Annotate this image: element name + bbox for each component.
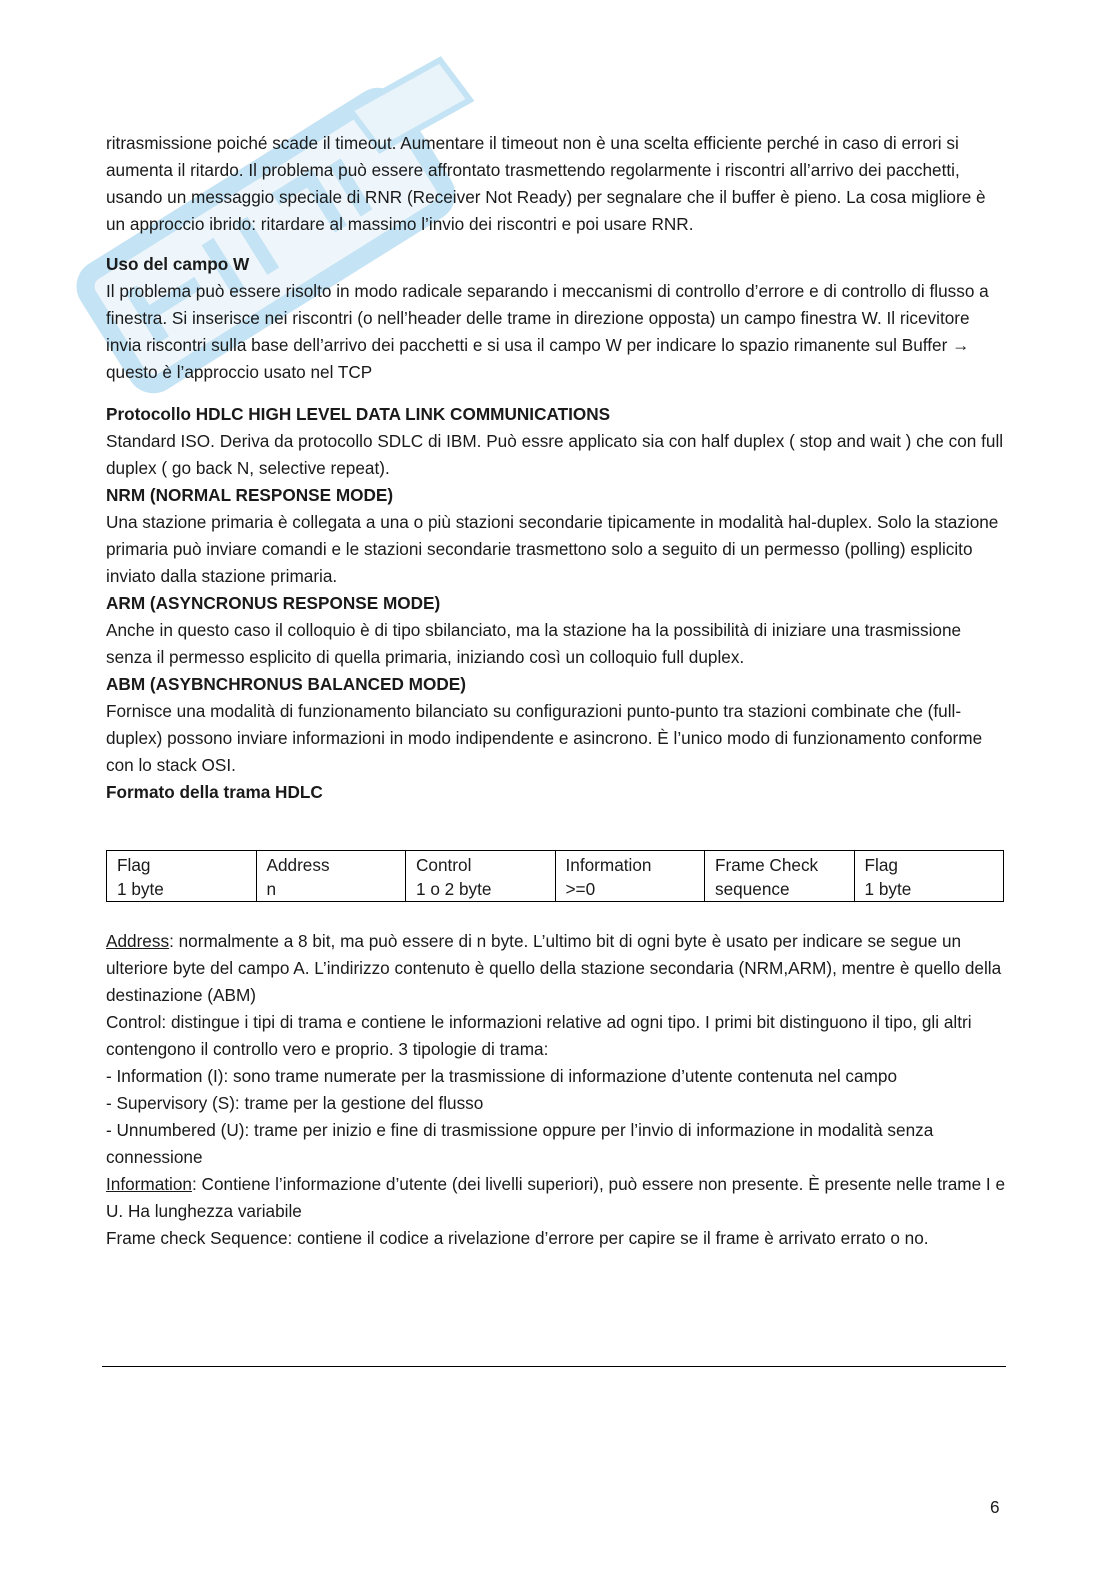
table-cell-flag-end <box>854 851 1004 902</box>
intro-paragraph: ritrasmissione poiché scade il timeout. Aumentare il timeout non è una scelta efficiente perché in caso di errori si aumenta il ritardo. Il problema può essere affrontato trasmettendo regolarmente i riscontri all’arrivo dei pacchetti, usando un messaggio speciale di RNR (Receiver Not Ready) per segnalare che il buffer è pieno. La cosa migliore è un approccio ibrido: ritardare al massimo l’invio dei riscontri e poi usare RNR. <box>106 133 986 234</box>
address-description <box>106 928 1006 1009</box>
footer-divider <box>102 1366 1006 1367</box>
address-text: : normalmente a 8 bit, ma può essere di n byte. L’ultimo bit di ogni byte è usato per indicare se segue un ulteriore byte del campo A. L’indirizzo contenuto è quello della stazione secondaria (NRM,ARM), mentre è quello della destinazione (ABM) <box>106 931 1002 1005</box>
field-name: Control <box>416 855 472 875</box>
document-body <box>106 130 1006 1252</box>
information-description <box>106 1171 1006 1225</box>
arrow-right-icon: → <box>952 335 970 355</box>
address-label: Address <box>106 931 170 951</box>
field-size: 1 o 2 byte <box>416 879 492 899</box>
field-name: Flag <box>864 855 898 875</box>
frame-type-supervisory: - Supervisory (S): trame per la gestione del flusso <box>106 1093 484 1113</box>
hdlc-body: Standard ISO. Deriva da protocollo SDLC di IBM. Può essre applicato sia con half duplex ( stop and wait ) che con full duplex ( go back N, selective repeat). <box>106 431 1004 478</box>
mode-heading-abm: ABM (ASYBNCHRONUS BALANCED MODE) <box>106 674 466 694</box>
field-size: 1 byte <box>864 879 912 899</box>
hdlc-heading: Protocollo HDLC HIGH LEVEL DATA LINK COMMUNICATIONS <box>106 404 611 424</box>
mode-body-nrm: Una stazione primaria è collegata a una o più stazioni secondarie tipicamente in modalità hal-duplex. Solo la stazione primaria può inviare comandi e le stazioni secondarie trasmettono solo a seguito di un permesso (polling) esplicito inviato dalla stazione primaria. <box>106 512 999 586</box>
table-cell-information <box>555 851 705 902</box>
information-label: Information <box>106 1174 192 1194</box>
information-text: : Contiene l’informazione d’utente (dei livelli superiori), può essere non presente. È presente nelle trame I e U. Ha lunghezza variabile <box>106 1174 1006 1221</box>
frame-type-unnumbered: - Unnumbered (U): trame per inizio e fine di trasmissione oppure per l’invio di informazione in modalità senza connessione <box>106 1120 934 1167</box>
field-name: Address <box>266 855 330 875</box>
frame-type-information: - Information (I): sono trame numerate per la trasmissione di informazione d’utente contenuta nel campo <box>106 1066 898 1086</box>
hdlc-frame-table <box>106 850 1004 902</box>
section-w-text: Il problema può essere risolto in modo radicale separando i meccanismi di controllo d’errore e di controllo di flusso a finestra. Si inserisce nei riscontri (o nell’header delle trame in direzione opposta) un campo finestra W. Il ricevitore invia riscontri sulla base dell’arrivo dei pacchetti e si usa il campo W per indicare lo spazio rimanente sul Buffer <box>106 281 989 355</box>
section-w-body <box>106 278 1006 386</box>
field-name: Flag <box>117 855 151 875</box>
table-row <box>107 851 1004 902</box>
table-cell-address <box>256 851 406 902</box>
field-size: 1 byte <box>117 879 164 899</box>
fcs-description: Frame check Sequence: contiene il codice a rivelazione d’errore per capire se il frame è arrivato errato o no. <box>106 1228 929 1248</box>
table-cell-control <box>406 851 556 902</box>
mode-heading-arm: ARM (ASYNCRONUS RESPONSE MODE) <box>106 593 441 613</box>
section-w-heading: Uso del campo W <box>106 254 250 274</box>
field-size: sequence <box>715 879 790 899</box>
page-number: 6 <box>990 1497 1000 1517</box>
table-cell-fcs <box>705 851 855 902</box>
section-w-text-end: questo è l’approccio usato nel TCP <box>106 362 373 382</box>
field-size: n <box>266 879 277 899</box>
mode-heading-nrm: NRM (NORMAL RESPONSE MODE) <box>106 485 394 505</box>
mode-body-abm: Fornisce una modalità di funzionamento bilanciato su configurazioni punto-punto tra stazioni combinate che (full-duplex) possono inviare informazioni in modo indipendente e asincrono. È l’unico modo di funzionamento conforme con lo stack OSI. <box>106 701 983 775</box>
table-cell-flag-start <box>107 851 257 902</box>
control-description: Control: distingue i tipi di trama e contiene le informazioni relative ad ogni tipo. I primi bit distinguono il tipo, gli altri contengono il controllo vero e proprio. 3 tipologie di trama: <box>106 1012 972 1059</box>
field-size: >=0 <box>565 879 596 899</box>
field-name: Information <box>565 855 652 875</box>
frame-format-heading: Formato della trama HDLC <box>106 782 323 802</box>
field-name: Frame Check <box>715 855 819 875</box>
mode-body-arm: Anche in questo caso il colloquio è di tipo sbilanciato, ma la stazione ha la possibilità di iniziare una trasmissione senza il permesso esplicito di quella primaria, iniziando così un colloquio full duplex. <box>106 620 962 667</box>
